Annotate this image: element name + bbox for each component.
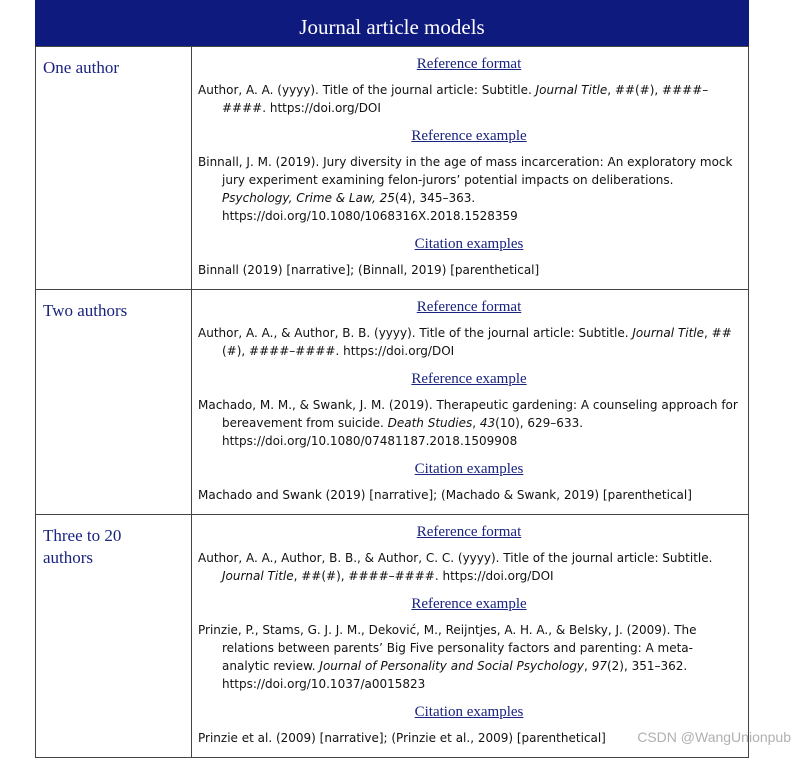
journal-article-models-table (35, 0, 749, 758)
table-title: Journal article models (35, 0, 749, 46)
reference-format-heading: Reference format (416, 56, 522, 72)
row-label-one-author: One author (43, 58, 120, 77)
row-label-cell (36, 290, 192, 515)
reference-example-text: Prinzie, P., Stams, G. J. J. M., Deković, M., Reijntjes, A. H. A., & Belsky, J. (2009). The relations between parents’ Big Five personality factors and parenting: A meta-analytic review. Journal of Personality and Social Psychology, 97(2), 351–362. https://doi.org/10.1037/a0015823 (198, 623, 697, 691)
row-content-cell (192, 515, 749, 758)
citation-examples-text: Binnall (2019) [narrative]; (Binnall, 2019) [parenthetical] (198, 263, 540, 277)
models-grid (35, 46, 749, 758)
reference-format-text: Author, A. A., & Author, B. B. (yyyy). Title of the journal article: Subtitle. Journal Title, ##(#), ####–####. https://doi.org/DOI (198, 326, 732, 358)
row-label-cell (36, 47, 192, 290)
citation-examples-heading: Citation examples (414, 236, 524, 252)
reference-example-heading: Reference example (411, 371, 527, 387)
reference-format-text: Author, A. A., Author, B. B., & Author, C. C. (yyyy). Title of the journal article: Subtitle. Journal Title, ##(#), ####–####. https://doi.org/DOI (198, 551, 713, 583)
row-content-cell (192, 290, 749, 515)
reference-example-heading: Reference example (411, 128, 527, 144)
citation-examples-text: Machado and Swank (2019) [narrative]; (Machado & Swank, 2019) [parenthetical] (198, 488, 692, 502)
row-label-cell (36, 515, 192, 758)
row-content-cell (192, 47, 749, 290)
watermark: CSDN @WangUnionpub (637, 729, 791, 745)
reference-example-text: Binnall, J. M. (2019). Jury diversity in the age of mass incarceration: An exploratory mock jury experiment examining felon-jurors’ potential impacts on deliberations. Psychology, Crime & Law, 25(4), 345–363. https://doi.org/10.1080/1068316X.2018.1528359 (198, 155, 733, 223)
table-row (36, 290, 749, 515)
reference-format-text: Author, A. A. (yyyy). Title of the journal article: Subtitle. Journal Title, ##(#), ####–####. https://doi.org/DOI (198, 83, 709, 115)
citation-examples-heading: Citation examples (414, 704, 524, 720)
table-row (36, 47, 749, 290)
citation-examples-text: Prinzie et al. (2009) [narrative]; (Prinzie et al., 2009) [parenthetical] (198, 731, 606, 745)
row-label-two-authors: Two authors (43, 301, 128, 320)
table-row (36, 515, 749, 758)
row-label-three-to-20-authors: Three to 20 authors (43, 526, 122, 567)
reference-example-text: Machado, M. M., & Swank, J. M. (2019). Therapeutic gardening: A counseling approach for bereavement from suicide. Death Studies, 43(10), 629–633. https://doi.org/10.1080/07481187.2018.1509908 (198, 398, 738, 448)
reference-format-heading: Reference format (416, 524, 522, 540)
citation-examples-heading: Citation examples (414, 461, 524, 477)
reference-format-heading: Reference format (416, 299, 522, 315)
reference-example-heading: Reference example (411, 596, 527, 612)
